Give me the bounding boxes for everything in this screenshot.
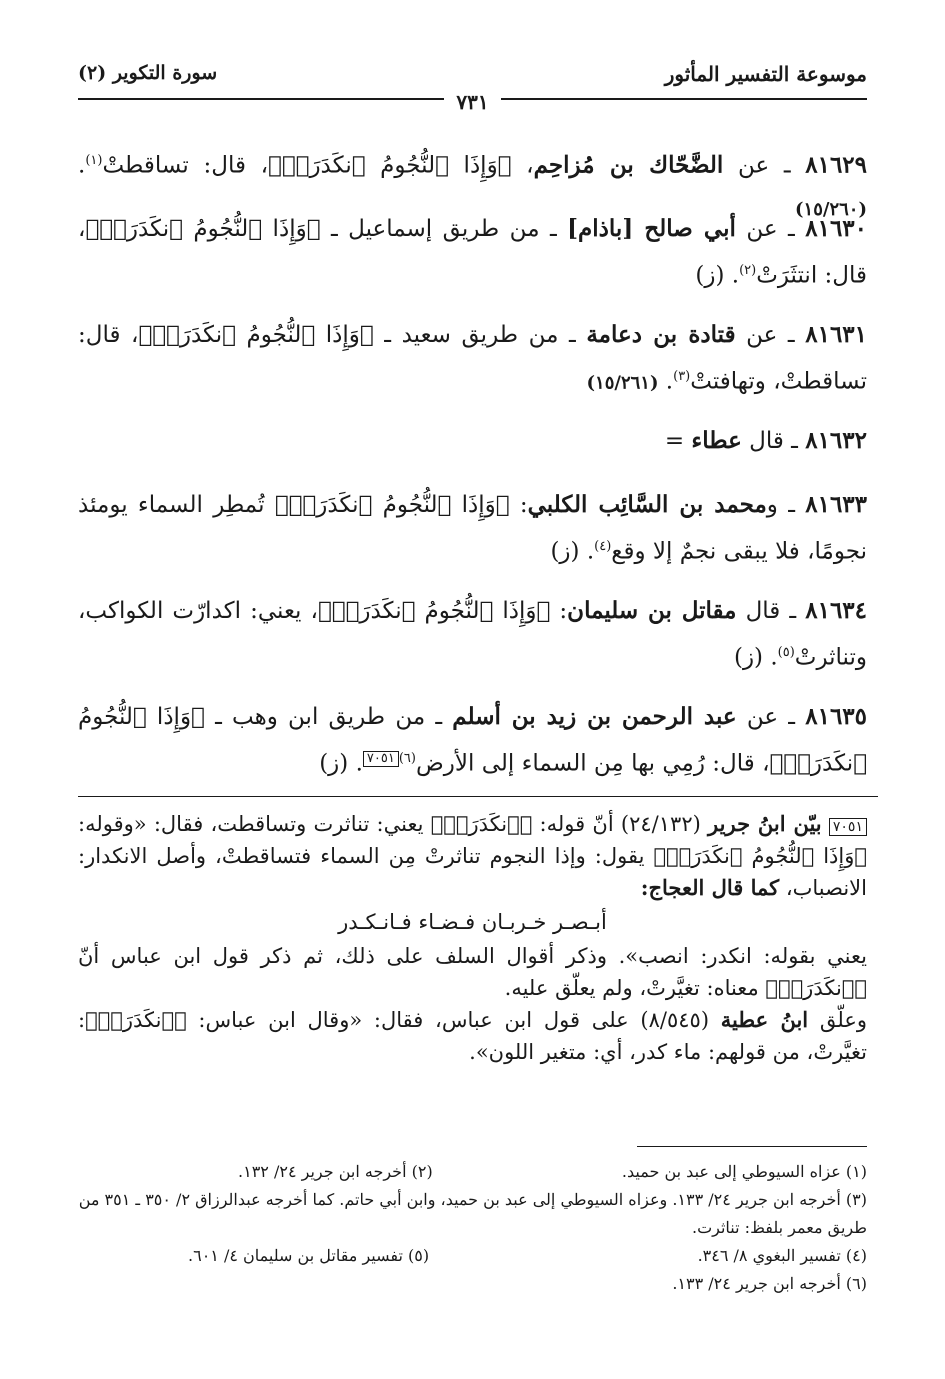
quran-verse: ﴿وَإِذَا ٱلنُّجُومُ ٱنكَدَرَتۡ﴾ [78,704,867,777]
entry-number: ٨١٦٣٤ [805,597,868,624]
footnote-marker: (٤) [594,539,612,554]
footnote-marker: (٣) [673,369,691,384]
entry-number: ٨١٦٣٣ [805,491,868,518]
surah-label: سورة التكوير (٢) [78,62,218,84]
quran-verse: ﴿وَإِذَا ٱلنُّجُومُ ٱنكَدَرَتۡ﴾ [268,152,512,179]
footnote-1: (١) عزاه السيوطي إلى عبد بن حميد. [621,1162,867,1181]
quran-word: ﴿ٱنكَدَرَتۡ﴾ [765,976,867,1000]
entry-number: ٨١٦٣٥ [805,703,868,730]
commentary-link-box: ٧٠٥١ [363,751,399,767]
hadith-entry: ٨١٦٣٤ ـ قال مقاتل بن سليمان: ﴿وَإِذَا ٱلنُّجُومُ ٱنكَدَرَتۡ﴾، يعني: اكدارّت الكواكب، وتناثرتْ$^{(٥)}$. (ز) [78,597,868,671]
footnotes [78,1158,867,1298]
footnote-marker: (٥) [777,645,795,660]
hadith-entry: ٨١٦٣١ ـ عن قتادة بن دعامة ـ من طريق سعيد ـ ﴿وَإِذَا ٱلنُّجُومُ ٱنكَدَرَتۡ﴾، قال: تساقطتْ، وتهافتتْ$^{(٣)}$. (١٥/٢٦١) [78,321,868,395]
quran-word: ﴿ٱنكَدَرَتۡ﴾ [430,812,533,836]
entry-number: ٨١٦٣٠ [805,215,868,242]
commentary-block [78,808,867,1068]
narrator-name: قتادة بن دعامة [586,321,736,348]
hadith-entry: ٨١٦٣٥ ـ عن عبد الرحمن بن زيد بن أسلم ـ من طريق ابن وهب ـ ﴿وَإِذَا ٱلنُّجُومُ ٱنكَدَرَتۡ﴾، قال: رُمِي بها مِن السماء إلى الأرض$^{(٦)}$٧٠٥١. (ز) [78,703,868,777]
quran-verse: ﴿وَإِذَا ٱلنُّجُومُ ٱنكَدَرَتۡ﴾ [317,598,551,624]
hadith-entry: ٨١٦٣٠ ـ عن أبي صالح [باذام] ـ من طريق إسماعيل ـ ﴿وَإِذَا ٱلنُّجُومُ ٱنكَدَرَتۡ﴾، قال: انتثَرَتْ$^{(٢)}$. (ز) [78,215,868,289]
footnote-marker: (٢) [739,263,757,278]
narrator-name: محمد بن السَّائِب الكلبي [527,491,767,518]
entry-number: ٨١٦٣٢ [805,427,867,454]
commentary-para-2: يعني بقوله: انكدر: انصب». وذكر أقوال السلف على ذلك، ثم ذكر قول ابن عباس أنّ ﴿ٱنكَدَرَتۡ﴾ معناه: تغيَّرتْ، ولم يعلّق عليه. [78,944,867,1000]
hadith-entry: ٨١٦٢٩ ـ عن الضَّحّاك بن مُزاحِم، ﴿وَإِذَا ٱلنُّجُومُ ٱنكَدَرَتۡ﴾، قال: تساقطتْ$^{(١)}$. (١٥/٢٦٠) [78,151,868,220]
footnote-row [78,1158,867,1186]
commentary-rule [78,796,878,797]
footnote-row [78,1242,867,1270]
narrator-name: أبي صالح [باذام] [567,215,736,242]
narrator-name: عبد الرحمن بن زيد بن أسلم [452,703,737,730]
volume-ref: (١٥/٢٦١) [586,372,659,394]
page-number-wrap [0,90,945,114]
footnote-5: (٥) تفسير مقاتل بن سليمان ٤/ ٦٠١. [188,1246,430,1265]
quran-verse: ﴿وَإِذَا ٱلنُّجُومُ ٱنكَدَرَتۡ﴾ [138,322,374,348]
narrator-name: مقاتل بن سليمان [567,597,737,624]
footnote-6: (٦) أخرجه ابن جرير ٢٤/ ١٣٣. [672,1274,867,1293]
commentary-para-1: ٧٠٥١ بيّن ابنُ جرير (٢٤/١٣٢) أنّ قوله: ﴿ٱنكَدَرَتۡ﴾ يعني: تناثرت وتساقطت، فقال: «وقوله: ﴿وَإِذَا ٱلنُّجُومُ ٱنكَدَرَتۡ﴾ يقول: وإذا النجوم تناثرتْ مِن السماء فتساقطتْ، وأصل الانكدار: الانصباب، كما قال العجاج: [78,811,867,900]
quran-verse: ﴿وَإِذَا ٱلنُّجُومُ ٱنكَدَرَتۡ﴾ [85,216,321,242]
footnote-4: (٤) تفسير البغوي ٨/ ٣٤٦. [697,1246,867,1265]
poetry-verse: أبـصـر خـربـان فـضـاء فـانـكـدر [338,910,607,934]
footnote-3: (٣) أخرجه ابن جرير ٢٤/ ١٣٣. وعزاه السيوطي إلى عبد بن حميد، وابن أبي حاتم. كما أخرجه عبدالرزاق ٢/ ٣٥٠ ـ ٣٥١ من طريق معمر بلفظ: تناثرت. [78,1190,867,1237]
hadith-entry: ٨١٦٣٣ ـ ومحمد بن السَّائِب الكلبي: ﴿وَإِذَا ٱلنُّجُومُ ٱنكَدَرَتۡ﴾ تُمطِر السماء يومئذ نجومًا، فلا يبقى نجمٌ إلا وقع$^{(٤)}$. (ز) [78,491,868,565]
volume-ref: (١٥/٢٦٠) [795,198,867,220]
footnote-2: (٢) أخرجه ابن جرير ٢٤/ ١٣٢. [238,1162,433,1181]
footnote-marker: (١) [85,153,103,168]
entry-number: ٨١٦٢٩ [805,151,868,179]
commentary-number-box: ٧٠٥١ [829,818,867,836]
narrator-name: الضَّحّاك بن مُزاحِم [533,151,724,179]
hadith-entry: ٨١٦٣٢ ـ قال عطاء = [664,427,867,454]
book-title: موسوعة التفسير المأثور [664,62,867,86]
quran-word: ﴿ٱنكَدَرَتۡ﴾ [85,1008,187,1032]
page-number: ٧٣١ [444,90,500,114]
narrator-name: عطاء [691,427,742,454]
entry-number: ٨١٦٣١ [805,321,868,348]
commentary-para-3: وعلّق ابنُ عطية (٨/٥٤٥) على قول ابن عباس، فقال: «وقال ابن عباس: ﴿ٱنكَدَرَتۡ﴾: تغيَّرتْ، من قولهم: ماء كدر، أي: متغير اللون». [78,1007,868,1064]
quran-verse: ﴿وَإِذَا ٱلنُّجُومُ ٱنكَدَرَتۡ﴾ [653,844,867,868]
footnote-marker: (٦) [398,751,416,766]
footnote-rule [637,1146,867,1147]
quran-verse: ﴿وَإِذَا ٱلنُّجُومُ ٱنكَدَرَتۡ﴾ [274,492,510,518]
